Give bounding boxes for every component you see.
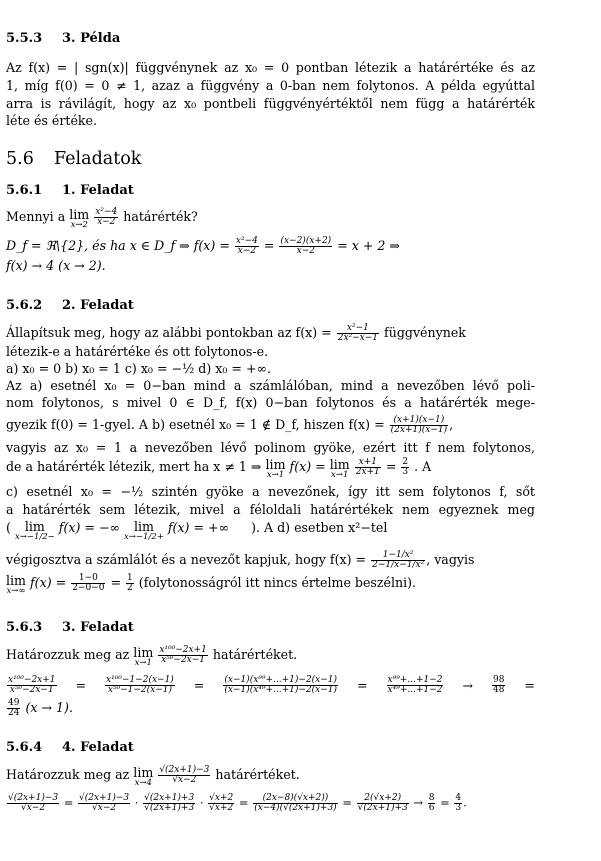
paragraph-line: arra is rávilágít, hogy az x₀ pontbeli függvényértéktől nem függ a határérték	[6, 96, 535, 111]
fraction: $\frac{1-0}{2-0-0}$	[72, 573, 105, 593]
fraction: $\frac{√(2x+1)-3}{√x-2}$	[8, 793, 59, 813]
paragraph-line: Az f(x) = | sgn(x)| függvénynek az x₀ = 0 pontban létezik a határértéke és az	[6, 60, 535, 75]
paragraph-line: Az a) esetnél x₀ = 0−ban mind a számlálóban, mind a nevezőben lévő poli-	[6, 378, 535, 393]
fraction: $\frac{\text{x¹⁰⁰−1−2(x−1)}}{\text{x⁵⁰−1−2(x−1)}}$	[106, 675, 174, 695]
fraction: $\frac{(x+1)(x-1)}{(2x+1)(x-1)}$	[390, 415, 448, 435]
paragraph-line: Határozzuk meg az lim x→4 $\frac{√(2x+1)-3}{√x-2}$ határértéket.	[6, 765, 300, 788]
paragraph-line: létezik-e a határértéke és ott folytonos-e.	[6, 344, 269, 359]
section-heading-5-6-2: 5.6.2 2. Feladat	[6, 298, 134, 313]
paragraph-line: lim x→∞ f(x) = $\frac{1-0}{2-0-0}$ = $\frac{1}{2}$ (folytonosságról itt nincs értelme beszélni).	[6, 573, 417, 596]
fraction: $\frac{98}{48}$	[492, 675, 505, 695]
paragraph-line: a határérték sem létezik, mivel a féloldali határértékek nem egyeznek meg	[6, 502, 535, 517]
fraction: $\frac{√(2x+1)-3}{√x-2}$	[159, 765, 210, 785]
limit-operator: lim x→−1/2+	[124, 519, 164, 542]
limit-operator: lim x→2	[69, 207, 90, 230]
paragraph-line: végigosztva a számlálót és a nevezőt kapjuk, hogy f(x) = $\frac{\text{1−1/x²}}{\text{2−1/x−1/x²}}$ , vagyis	[6, 550, 475, 570]
fraction: $\frac{\text{x²−4}}{x-2}$	[235, 236, 258, 256]
document-page	[6, 0, 535, 861]
fraction: $\frac{x+1}{2x+1}$	[355, 457, 380, 477]
section-heading-5-6-4: 5.6.4 4. Feladat	[6, 740, 134, 755]
fraction: $\frac{\text{x²−4}}{x-2}$	[95, 207, 118, 227]
question-line: Mennyi a lim x→2 $\frac{\text{x²−4}}{x-2}$ határérték?	[6, 207, 198, 230]
equation-chain: $\frac{\text{x¹⁰⁰−2x+1}}{\text{x⁵⁰−2x−1}}$ = $\frac{\text{x¹⁰⁰−1−2(x−1)}}{\text{x⁵⁰−1−2(x−1)}}$ = $\frac{\text{(x−1)(x⁹⁹+...+1)−2(x−1)}}{\text{(x−1)(x⁴⁹+...+1)−2(x−1)}}$ = $\frac{\text{x⁹⁹+...+1−2}}{\text{x⁴⁹+...+1−2}}$ → $\frac{98}{48}$ =	[8, 675, 535, 695]
fraction: $\frac{√x+2}{√x+2}$	[209, 793, 234, 813]
fraction: $\frac{√(2x+1)+3}{√(2x+1)+3}$	[144, 793, 195, 813]
section-heading-5-5-3: 5.5.3 3. Példa	[6, 31, 121, 46]
fraction: $\frac{\text{1−1/x²}}{\text{2−1/x−1/x²}}$	[372, 550, 425, 570]
paragraph-line: c) esetnél x₀ = −½ szintén gyöke a nevezőnek, így itt sem folytonos f, sőt	[6, 484, 535, 499]
fraction: $\frac{\text{(x−1)(x⁹⁹+...+1)−2(x−1)}}{\text{(x−1)(x⁴⁹+...+1)−2(x−1)}}$	[224, 675, 338, 695]
paragraph-line: de a határérték létezik, mert ha x ≠ 1 ⇒ lim x→1 f(x) = lim x→1 $\frac{x+1}{2x+1}$ = $\frac{2}{3}$ . A	[6, 457, 432, 480]
section-heading-5-6-3: 5.6.3 3. Feladat	[6, 620, 134, 635]
fraction: $\frac{\text{x⁹⁹+...+1−2}}{\text{x⁴⁹+...+1−2}}$	[387, 675, 443, 695]
paragraph-line: Állapítsuk meg, hogy az alábbi pontokban az f(x) = $\frac{\text{x²−1}}{\text{2x²−x−1}}$ függvénynek	[6, 323, 466, 343]
limit-operator: lim x→∞	[6, 573, 26, 596]
section-heading-5-6-1: 5.6.1 1. Feladat	[6, 183, 134, 198]
limit-operator: lim x→1	[265, 457, 286, 480]
fraction: $\frac{49}{24}$	[8, 698, 20, 718]
paragraph-line: vagyis az x₀ = 1 a nevezőben lévő polinom gyöke, ezért itt f nem folytonos,	[6, 440, 535, 455]
limit-operator: lim x→1	[329, 457, 350, 480]
paragraph-line: ( lim x→−1/2− f(x) = −∞ lim x→−1/2+ f(x) = +∞ ). A d) esetben x²−tel	[6, 519, 388, 542]
answer-line: D_f = ℜ\{2}, és ha x ∈ D_f ⇒ f(x) = $\frac{\text{x²−4}}{x-2}$ = $\frac{(x-2)(x+2)}{x-2}$ = x + 2 ⇒	[6, 236, 400, 256]
paragraph-line: a) x₀ = 0 b) x₀ = 1 c) x₀ = −½ d) x₀ = +∞.	[6, 361, 272, 376]
paragraph-line: léte és értéke.	[6, 113, 97, 128]
limit-operator: lim x→4	[133, 765, 154, 788]
paragraph-line: Határozzuk meg az lim x→1 $\frac{\text{x¹⁰⁰−2x+1}}{\text{x⁵⁰−2x−1}}$ határértéket.	[6, 645, 298, 668]
paragraph-line: 1, míg f(0) = 0 ≠ 1, azaz a függvény a 0-ban nem folytonos. A példa egyúttal	[6, 78, 535, 93]
limit-operator: lim x→1	[133, 645, 154, 668]
fraction: $\frac{2}{3}$	[402, 457, 409, 477]
paragraph-line: gyezik f(0) = 1-gyel. A b) esetnél x₀ = 1 ∉ D_f, hiszen f(x) = $\frac{(x+1)(x-1)}{(2x+1)(x-1)}$ ,	[6, 415, 454, 435]
paragraph-line: $\frac{49}{24}$ (x → 1).	[8, 698, 73, 718]
answer-line: f(x) → 4 (x → 2).	[6, 258, 106, 273]
fraction: $\frac{(x-2)(x+2)}{x-2}$	[280, 236, 332, 256]
fraction: $\frac{(2x-8)(√x+2))}{(x-4)(√(2x+1)+3)}$	[254, 793, 337, 813]
fraction: $\frac{2(√x+2)}{√(2x+1)+3}$	[357, 793, 408, 813]
fraction: $\frac{8}{6}$	[428, 793, 435, 813]
fraction: $\frac{\text{x¹⁰⁰−2x+1}}{\text{x⁵⁰−2x−1}}$	[8, 675, 56, 695]
fraction: $\frac{4}{3}$	[455, 793, 462, 813]
equation-chain: $\frac{√(2x+1)-3}{√x-2}$ = $\frac{√(2x+1)-3}{√x-2}$ · $\frac{√(2x+1)+3}{√(2x+1)+3}$ · $\frac{√x+2}{√x+2}$ = $\frac{(2x-8)(√x+2))}{(x-4)(√(2x+1)+3)}$ = $\frac{2(√x+2)}{√(2x+1)+3}$ → $\frac{8}{6}$ = $\frac{4}{3}$ .	[8, 793, 467, 813]
fraction: $\frac{\text{x²−1}}{\text{2x²−x−1}}$	[337, 323, 379, 343]
fraction: $\frac{\text{x¹⁰⁰−2x+1}}{\text{x⁵⁰−2x−1}}$	[159, 645, 207, 665]
paragraph-line: nom folytonos, s mivel 0 ∈ D_f, f(x) 0−ban folytonos és a határérték mege-	[6, 395, 535, 410]
fraction: $\frac{1}{2}$	[127, 573, 133, 593]
section-heading-5-6: 5.6 Feladatok	[6, 149, 142, 169]
limit-operator: lim x→−1/2−	[14, 519, 55, 542]
fraction: $\frac{√(2x+1)-3}{√x-2}$	[79, 793, 130, 813]
